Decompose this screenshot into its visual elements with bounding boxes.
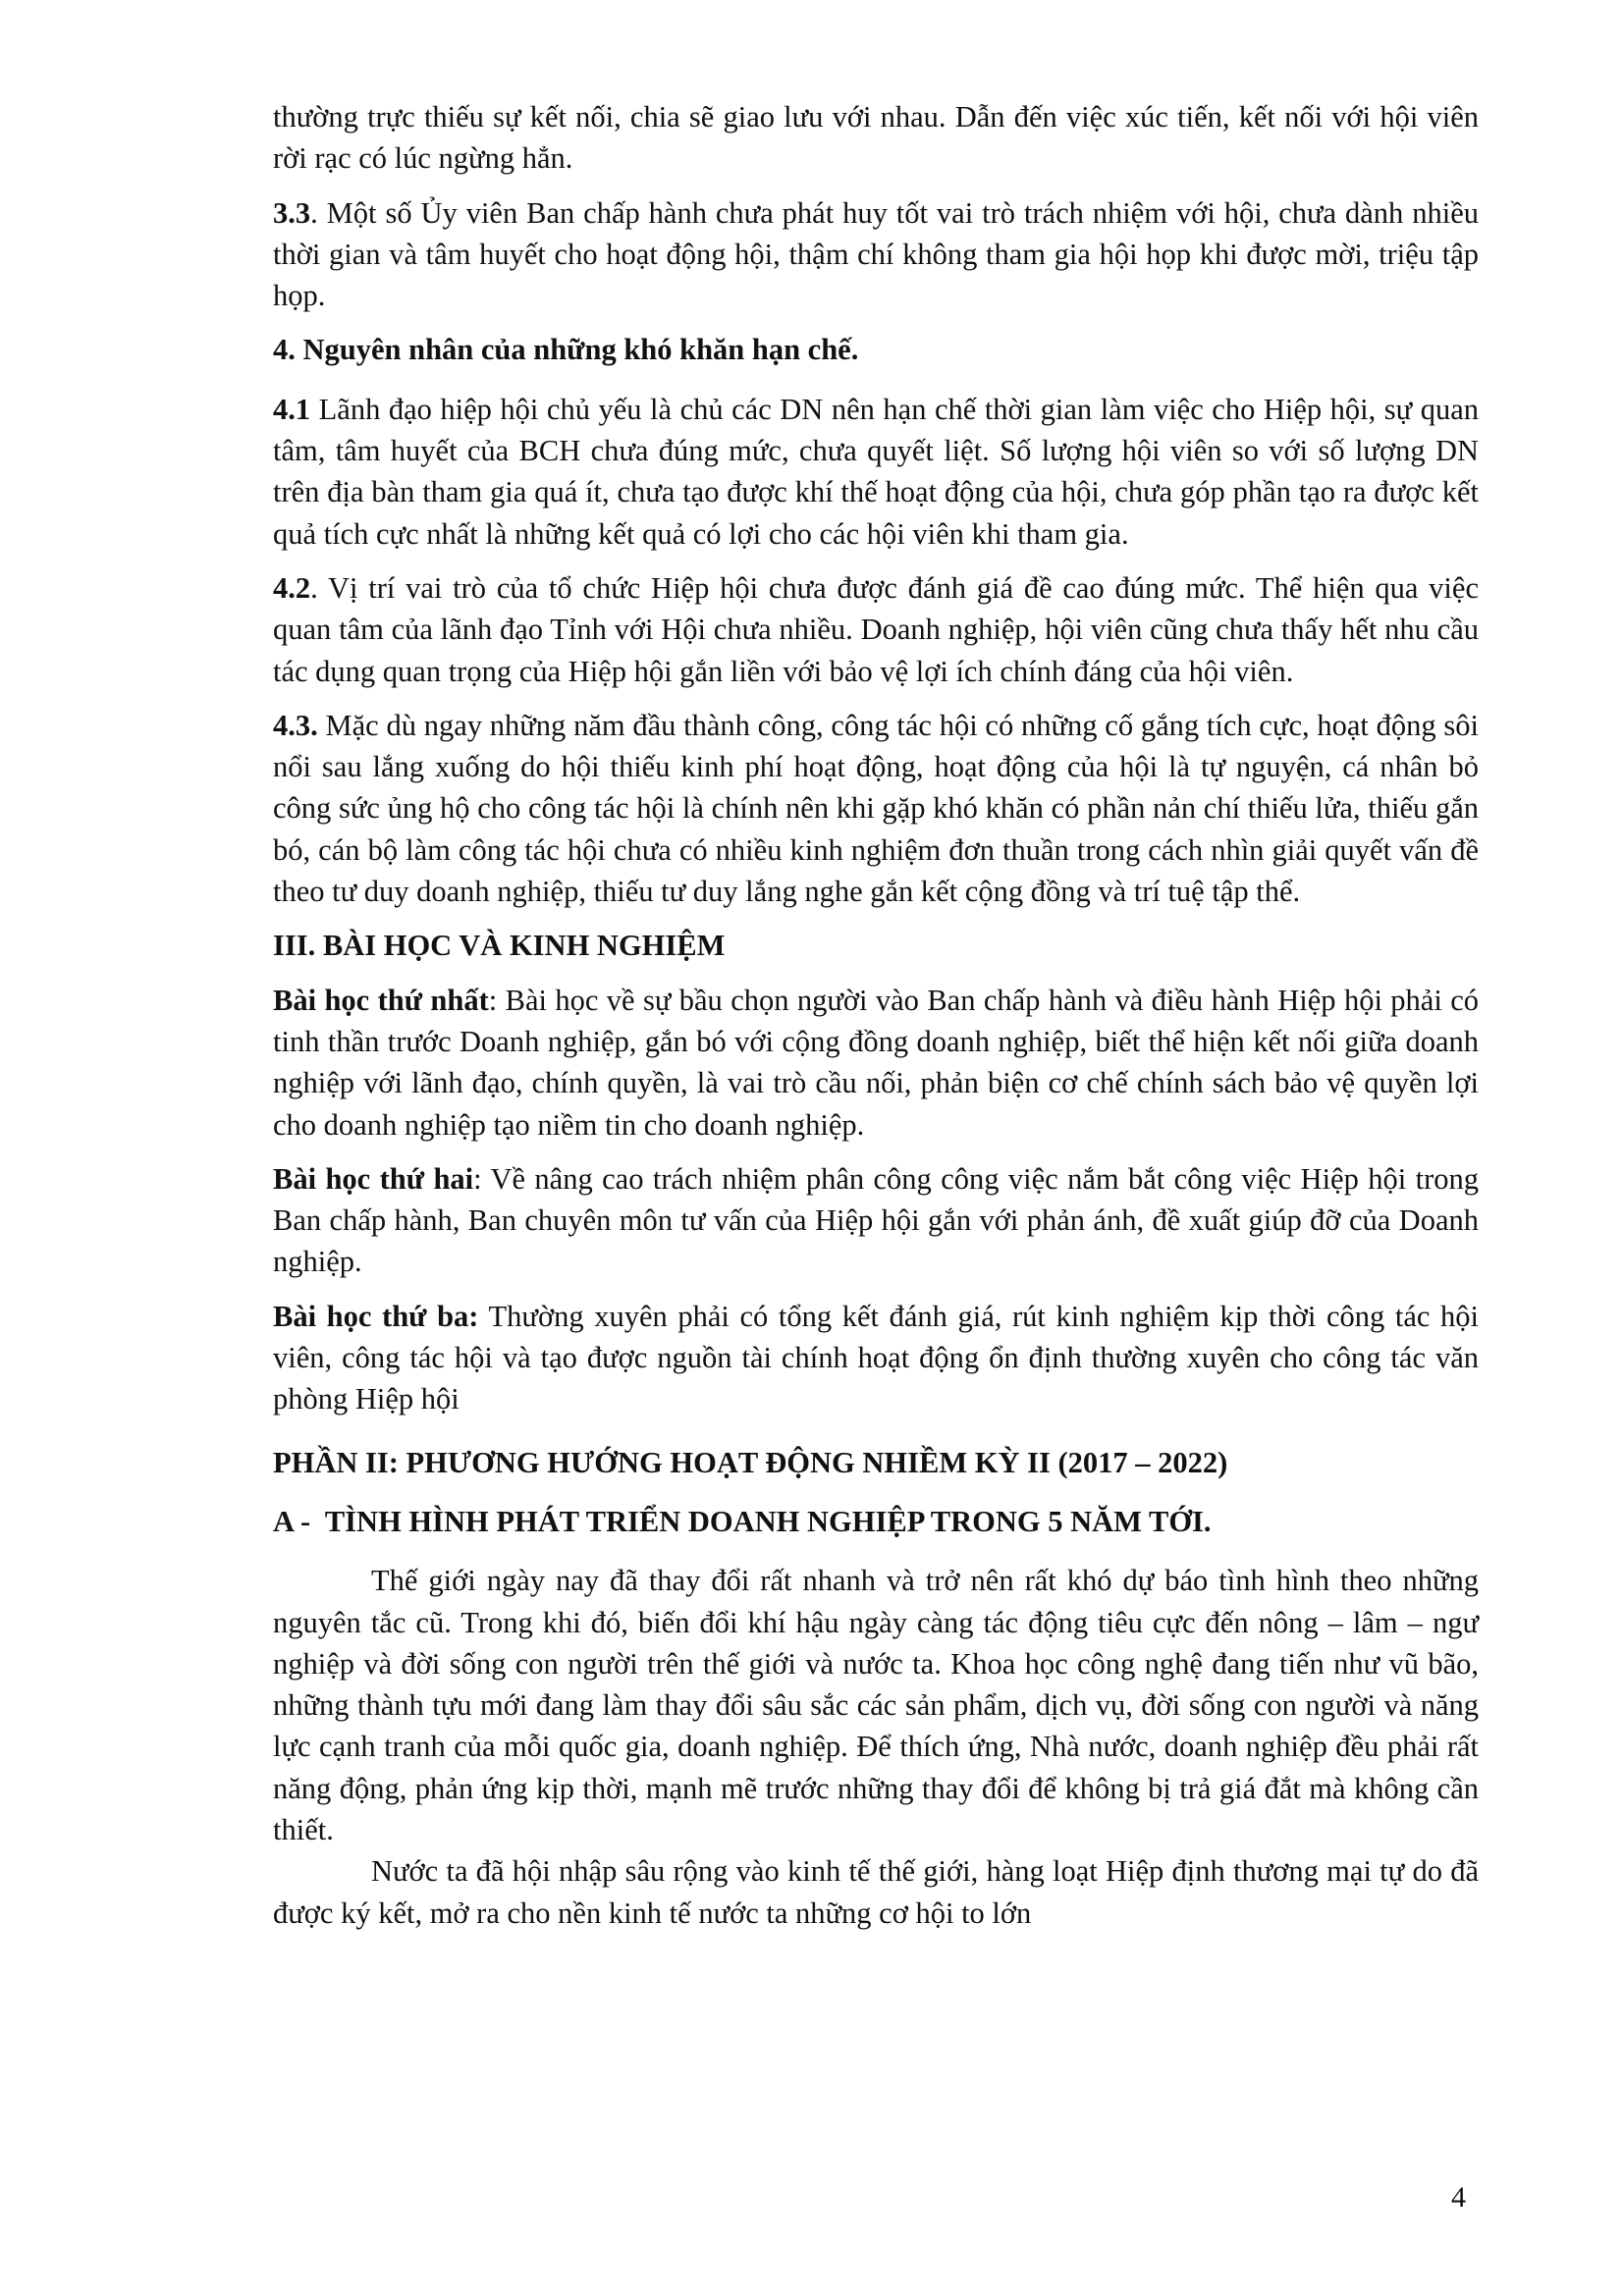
item-text: Lãnh đạo hiệp hội chủ yếu là chủ các DN nên hạn chế thời gian làm việc cho Hiệp hội, sự quan tâm, tâm huyết của BCH chưa đúng mức, chưa quyết liệt. Số lượng hội viên so với số lượng DN trên địa bàn tham gia quá ít, chưa tạo được khí thế hoạt động của hội, chưa góp phần tạo ra được kết quả tích cực nhất là những kết quả có lợi cho các hội viên khi tham gia. bbox=[273, 392, 1479, 551]
lesson-text: : Bài học về sự bầu chọn người vào Ban chấp hành và điều hành Hiệp hội phải có tinh thần trước Doanh nghiệp, gắn bó với cộng đồng doanh nghiệp, biết thể hiện kết nối giữa doanh nghiệp với lãnh đạo, chính quyền, là vai trò cầu nối, phản biện cơ chế chính sách bảo vệ quyền lợi cho doanh nghiệp tạo niềm tin cho doanh nghiệp. bbox=[273, 983, 1479, 1142]
item-label: 4.1 bbox=[273, 392, 311, 426]
page-number: 4 bbox=[1451, 2181, 1466, 2214]
item-text: . Một số Ủy viên Ban chấp hành chưa phát huy tốt vai trò trách nhiệm với hội, chưa dành nhiều thời gian và tâm huyết cho hoạt động hội, thậm chí không tham gia hội họp khi được mời, triệu tập họp. bbox=[273, 195, 1479, 313]
item-text: . Vị trí vai trò của tổ chức Hiệp hội chưa được đánh giá đề cao đúng mức. Thể hiện qua việc quan tâm của lãnh đạo Tỉnh với Hội chưa nhiều. Doanh nghiệp, hội viên cũng chưa thấy hết nhu cầu tác dụng quan trọng của Hiệp hội gắn liền với bảo vệ lợi ích chính đáng của hội viên. bbox=[273, 570, 1479, 688]
lesson-text: : Về nâng cao trách nhiệm phân công công việc nắm bắt công việc Hiệp hội trong Ban chấp hành, Ban chuyên môn tư vấn của Hiệp hội gắn với phản ánh, đề xuất giúp đỡ của Doanh nghiệp. bbox=[273, 1161, 1479, 1279]
paragraph-world: Thế giới ngày nay đã thay đổi rất nhanh và trở nên rất khó dự báo tình hình theo những nguyên tắc cũ. Trong khi đó, biến đổi khí hậu ngày càng tác động tiêu cực đến nông – lâm – ngư nghiệp và đời sống con người trên thế giới và nước ta. Khoa học công nghệ đang tiến như vũ bão, những thành tựu mới đang làm thay đổi sâu sắc các sản phẩm, dịch vụ, đời sống con người và năng lực cạnh tranh của mỗi quốc gia, doanh nghiệp. Để thích ứng, Nhà nước, doanh nghiệp đều phải rất năng động, phản ứng kịp thời, mạnh mẽ trước những thay đổi để không bị trả giá đắt mà không cần thiết. bbox=[273, 1564, 1479, 1846]
lesson-label: Bài học thứ nhất bbox=[273, 983, 489, 1017]
heading-section-III: III. BÀI HỌC VÀ KINH NGHIỆM bbox=[273, 929, 726, 963]
paragraph-lesson-2 bbox=[273, 1158, 1479, 1283]
paragraph-3-3 bbox=[273, 192, 1479, 317]
paragraph-lesson-1 bbox=[273, 980, 1479, 1146]
heading-section-4: 4. Nguyên nhân của những khó khăn hạn chế. bbox=[273, 333, 859, 367]
document-page bbox=[273, 96, 1479, 1934]
heading-part-II: PHẦN II: PHƯƠNG HƯỚNG HOẠT ĐỘNG NHIỀM KỲ II (2017 – 2022) bbox=[273, 1445, 1228, 1479]
item-text: Mặc dù ngay những năm đầu thành công, công tác hội có những cố gắng tích cực, hoạt động sôi nổi sau lắng xuống do hội thiếu kinh phí hoạt động, hoạt động của hội là tự nguyện, cá nhân bỏ công sức ủng hộ cho công tác hội là chính nên khi gặp khó khăn có phần nản chí thiếu lửa, thiếu gắn bó, cán bộ làm công tác hội chưa có nhiều kinh nghiệm đơn thuần trong cách nhìn giải quyết vấn đề theo tư duy doanh nghiệp, thiếu tư duy lắng nghe gắn kết cộng đồng và trí tuệ tập thể. bbox=[273, 708, 1479, 909]
item-label: 3.3 bbox=[273, 195, 311, 230]
lesson-label: Bài học thứ ba: bbox=[273, 1299, 479, 1333]
paragraph-4-2 bbox=[273, 567, 1479, 692]
paragraph-intro: thường trực thiếu sự kết nối, chia sẽ giao lưu với nhau. Dẫn đến việc xúc tiến, kết nối với hội viên rời rạc có lúc ngừng hẳn. bbox=[273, 100, 1479, 176]
heading-section-A: A - TÌNH HÌNH PHÁT TRIỂN DOANH NGHIỆP TRONG 5 NĂM TỚI. bbox=[273, 1504, 1212, 1538]
lesson-label: Bài học thứ hai bbox=[273, 1161, 474, 1196]
paragraph-4-1 bbox=[273, 389, 1479, 555]
paragraph-country: Nước ta đã hội nhập sâu rộng vào kinh tế thế giới, hàng loạt Hiệp định thương mại tự do đã được ký kết, mở ra cho nền kinh tế nước ta những cơ hội to lớn bbox=[273, 1854, 1479, 1930]
item-label: 4.2 bbox=[273, 570, 311, 605]
paragraph-4-3 bbox=[273, 705, 1479, 912]
lesson-text: Thường xuyên phải có tổng kết đánh giá, rút kinh nghiệm kịp thời công tác hội viên, công tác hội và tạo được nguồn tài chính hoạt động ổn định thường xuyên cho công tác văn phòng Hiệp hội bbox=[273, 1299, 1480, 1416]
item-label: 4.3. bbox=[273, 708, 318, 742]
paragraph-lesson-3 bbox=[273, 1296, 1479, 1420]
